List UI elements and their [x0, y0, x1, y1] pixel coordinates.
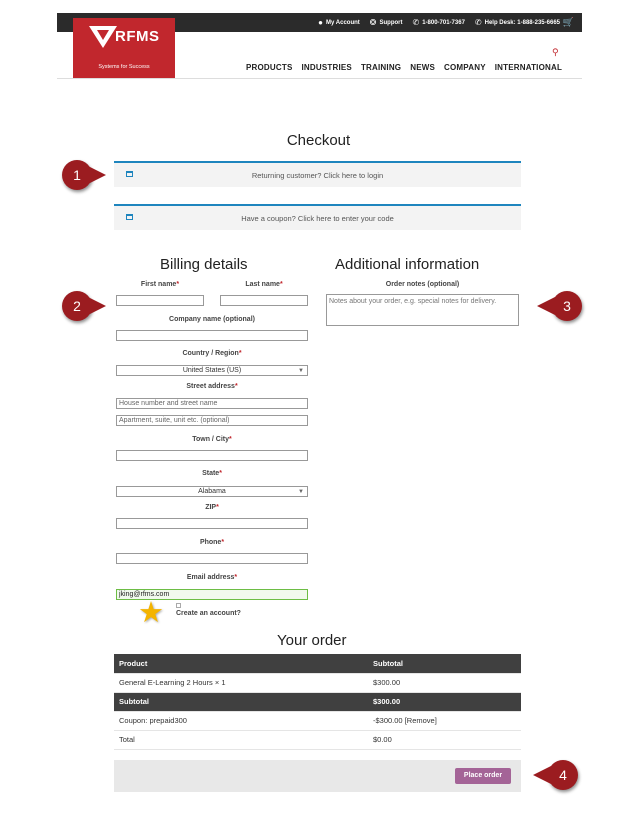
main-nav: [246, 63, 562, 72]
coupon-value[interactable]: -$300.00 [Remove]: [368, 711, 521, 730]
nav-divider: [57, 78, 582, 79]
state-label: State*: [202, 470, 222, 477]
phone-field[interactable]: [116, 553, 308, 564]
country-label: Country / Region*: [182, 350, 242, 357]
table-row: [114, 692, 521, 711]
zip-label: ZIP*: [205, 504, 219, 511]
last-name-field[interactable]: [220, 295, 308, 306]
order-notes-label: Order notes (optional): [385, 281, 460, 288]
table-header-row: [114, 654, 521, 673]
nav-products[interactable]: PRODUCTS: [246, 63, 293, 72]
table-row: [114, 673, 521, 692]
callout-1-pointer: [88, 166, 106, 184]
phone-link[interactable]: ✆ 1-800-701-7367: [412, 17, 465, 27]
support-icon: ❂: [369, 17, 377, 27]
help-desk-link[interactable]: ✆ Help Desk: 1-888-235-6665: [474, 17, 560, 27]
search-icon[interactable]: ⚲: [552, 47, 559, 57]
callout-4: 4: [548, 760, 578, 790]
city-field[interactable]: [116, 450, 308, 461]
nav-training[interactable]: TRAINING: [360, 63, 402, 72]
rfms-logo[interactable]: RFMS Systems for Success: [73, 18, 175, 78]
coupon-label: Coupon: prepaid300: [114, 711, 368, 730]
total-label: Total: [114, 730, 368, 749]
phone-label: Phone*: [199, 539, 225, 546]
callout-3: 3: [552, 291, 582, 321]
callout-1: 1: [62, 160, 92, 190]
nav-company[interactable]: COMPANY: [444, 63, 486, 72]
page-title: Checkout: [286, 132, 351, 149]
order-title: Your order: [277, 632, 347, 649]
place-order-button[interactable]: Place order: [455, 768, 511, 784]
order-notes-textarea[interactable]: Notes about your order, e.g. special notes for delivery.: [326, 294, 519, 326]
user-icon: ●: [318, 17, 324, 27]
nav-industries[interactable]: INDUSTRIES: [301, 63, 352, 72]
table-row: [114, 730, 521, 749]
column-header-product: Product: [114, 654, 368, 673]
create-account-checkbox[interactable]: [176, 603, 181, 608]
create-account-label: Create an account?: [176, 610, 241, 617]
table-row: [114, 711, 521, 730]
subtotal-label: Subtotal: [114, 692, 368, 711]
column-header-subtotal: Subtotal: [368, 654, 521, 673]
zip-field[interactable]: [116, 518, 308, 529]
billing-title: Billing details: [160, 256, 248, 273]
phone-icon: ✆: [474, 17, 482, 27]
support-link[interactable]: ❂ Support: [369, 17, 403, 27]
phone-icon: ✆: [412, 17, 420, 27]
company-label: Company name (optional): [169, 316, 255, 323]
chevron-down-icon: ▼: [298, 368, 304, 374]
order-item-label: General E-Learning 2 Hours × 1: [114, 673, 368, 692]
subtotal-value: $300.00: [368, 692, 521, 711]
order-item-value: $300.00: [368, 673, 521, 692]
nav-news[interactable]: NEWS: [410, 63, 436, 72]
login-notice[interactable]: Returning customer? Click here to login: [114, 161, 521, 187]
chevron-down-icon: ▼: [298, 489, 304, 495]
street-field-2[interactable]: Apartment, suite, unit etc. (optional): [116, 415, 308, 426]
last-name-label: Last name*: [245, 281, 283, 288]
email-label: Email address*: [186, 574, 238, 581]
callout-3-pointer: [537, 297, 555, 315]
coupon-notice[interactable]: Have a coupon? Click here to enter your code: [114, 204, 521, 230]
street-label: Street address*: [186, 383, 238, 390]
additional-title: Additional information: [335, 256, 480, 273]
logo-mark-icon: [89, 26, 117, 48]
first-name-label: First name*: [140, 281, 180, 288]
first-name-field[interactable]: [116, 295, 204, 306]
my-account-link[interactable]: ● My Account: [318, 17, 360, 27]
state-select[interactable]: Alabama ▼: [116, 486, 308, 497]
callout-4-pointer: [533, 766, 551, 784]
city-label: Town / City*: [192, 436, 232, 443]
total-value: $0.00: [368, 730, 521, 749]
callout-2: 2: [62, 291, 92, 321]
star-highlight-icon: ★: [138, 597, 164, 629]
order-table: [114, 654, 521, 750]
callout-2-pointer: [88, 297, 106, 315]
cart-icon[interactable]: 🛒: [562, 17, 574, 27]
email-field[interactable]: jking@rfms.com: [116, 589, 308, 600]
street-field-1[interactable]: House number and street name: [116, 398, 308, 409]
country-select[interactable]: United States (US) ▼: [116, 365, 308, 376]
nav-international[interactable]: INTERNATIONAL: [494, 63, 563, 72]
company-field[interactable]: [116, 330, 308, 341]
